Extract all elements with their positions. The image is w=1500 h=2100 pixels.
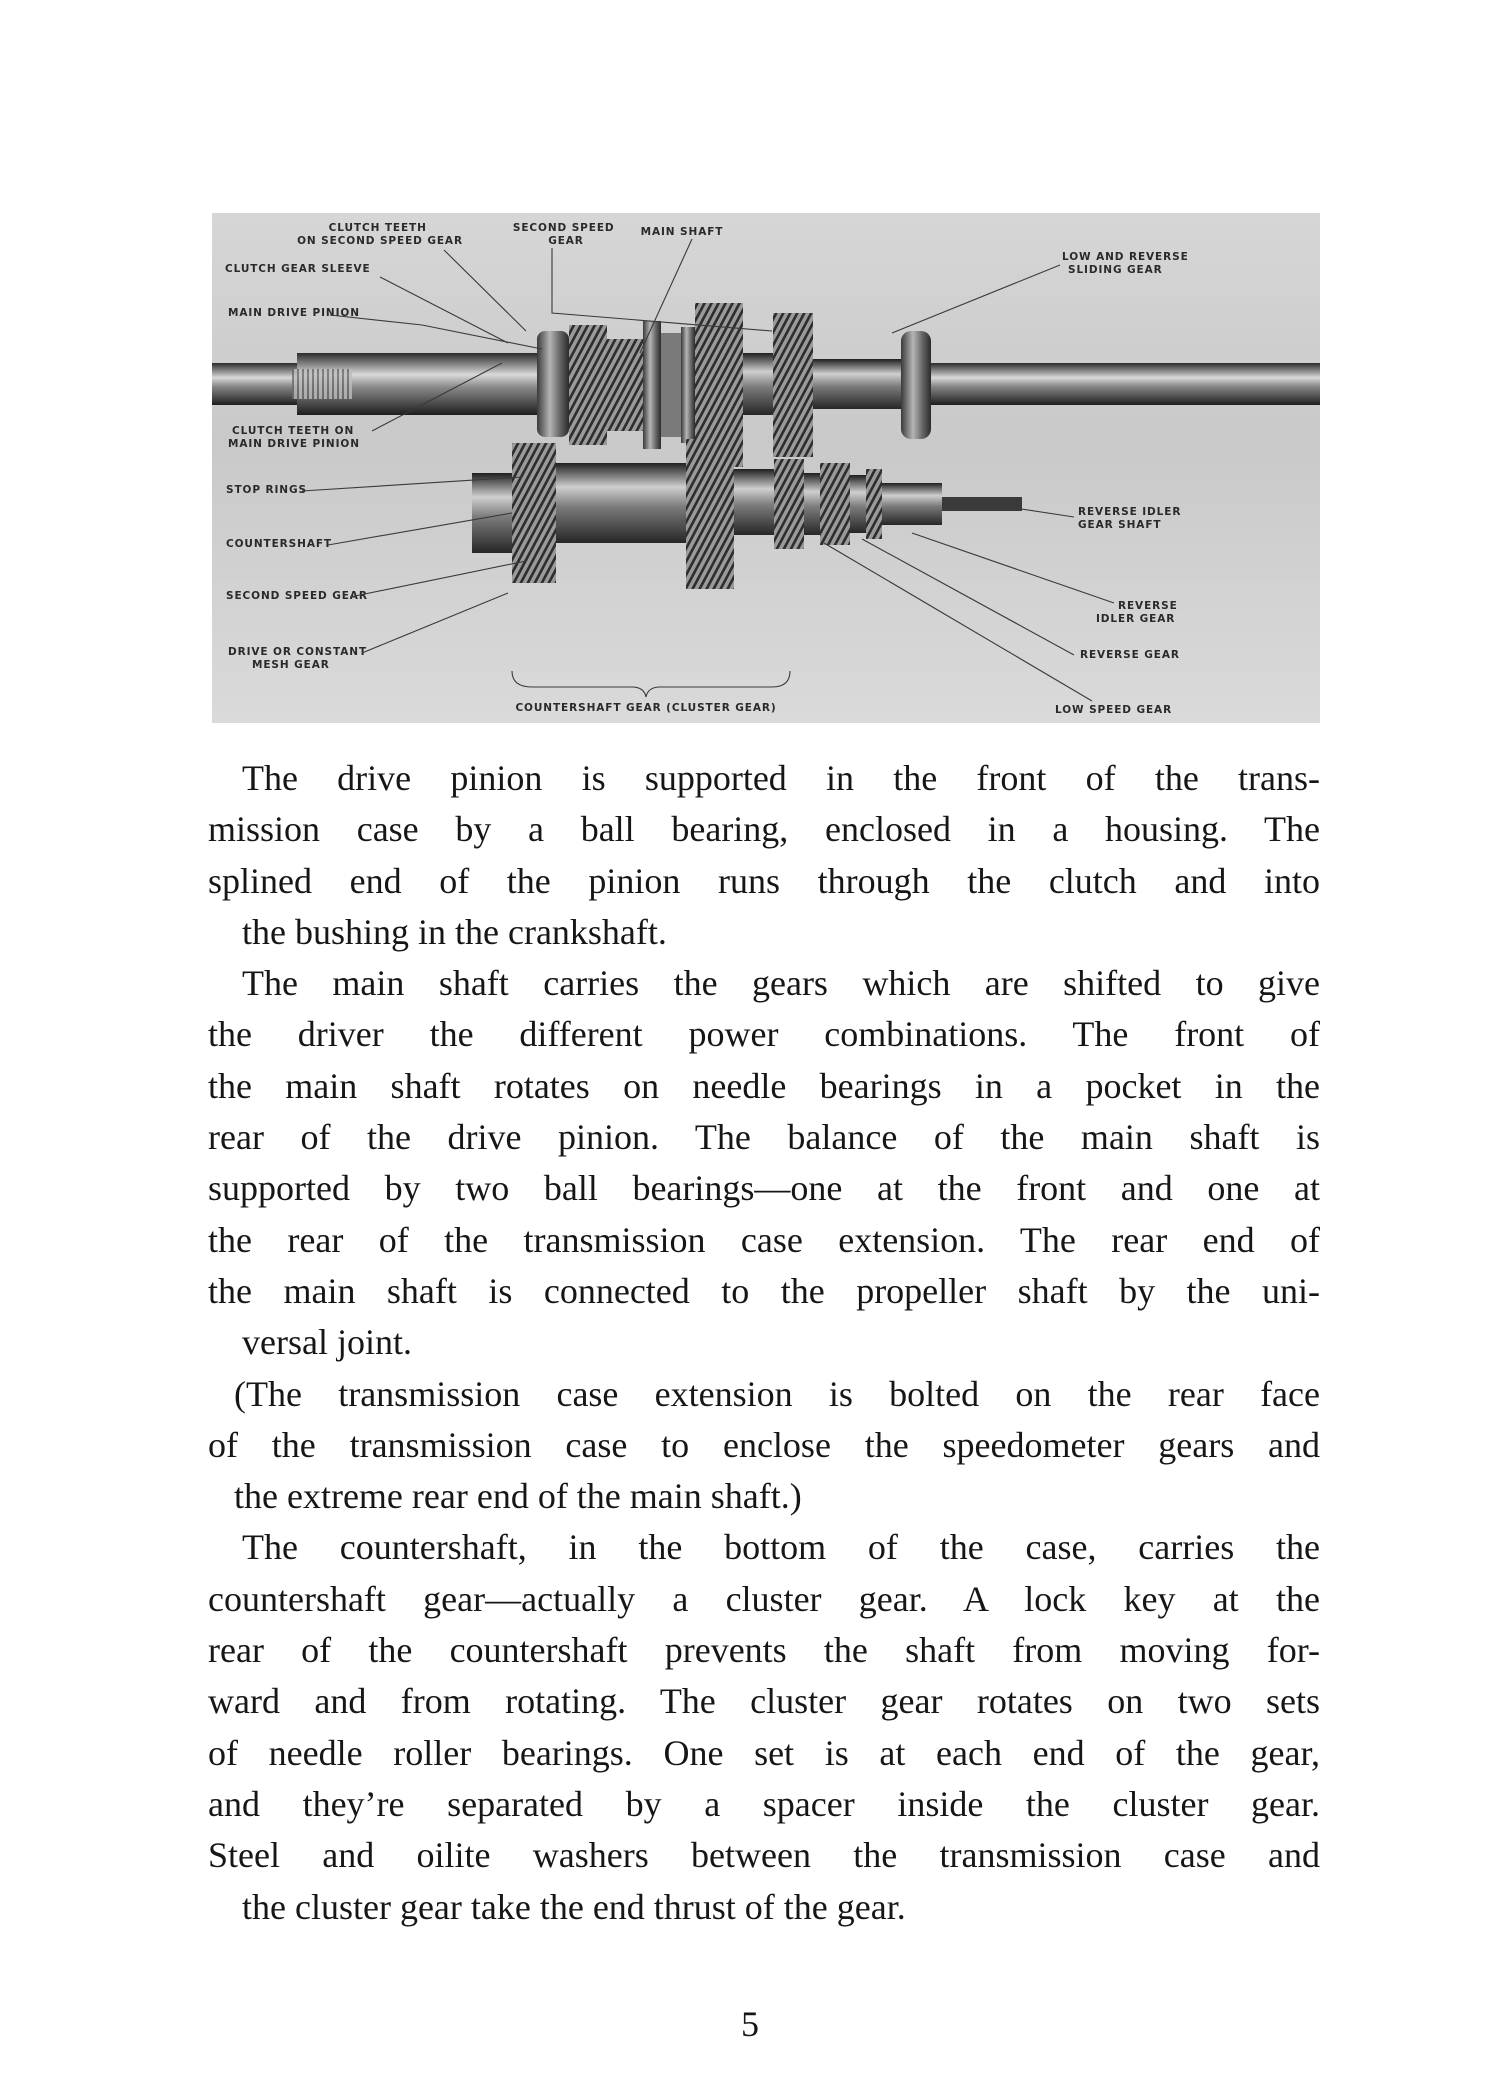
svg-text:COUNTERSHAFT (226, 538, 332, 550)
text-line: mission case by a ball bearing, enclosed in a housing. The (208, 809, 1320, 850)
svg-text:MAIN DRIVE PINION (228, 307, 360, 319)
label-clutch-gear-sleeve: CLUTCH GEAR SLEEVE (225, 263, 371, 275)
text-line: ward and from rotating. The cluster gear rotates on two sets (208, 1681, 1320, 1722)
label-clutch-teeth-on-main-drive-pinion-2: MAIN DRIVE PINION (228, 438, 360, 450)
label-reverse-idler-gear-1: REVERSE (1118, 600, 1178, 612)
paragraph-main-shaft (208, 958, 1320, 1368)
text-line: the main shaft is connected to the propeller shaft by the uni- (208, 1270, 1320, 1311)
svg-text:SECOND SPEED GEAR (226, 590, 368, 602)
paragraph-countershaft (208, 1522, 1320, 1932)
body-text (208, 753, 1320, 1933)
text-line: versal joint. (242, 1322, 412, 1363)
svg-text:STOP RINGS (226, 484, 307, 496)
label-main-shaft: MAIN SHAFT (640, 226, 724, 238)
label-countershaft-gear-cluster-gear: COUNTERSHAFT GEAR (CLUSTER GEAR) (515, 702, 777, 714)
label-countershaft: COUNTERSHAFT (226, 538, 332, 550)
text-line: and they’re separated by a spacer inside the cluster gear. (208, 1783, 1320, 1824)
svg-text:REVERSE GEAR (1080, 649, 1180, 661)
label-clutch-teeth-on-second-speed-gear-2: ON SECOND SPEED GEAR (297, 235, 463, 247)
paragraph-drive-pinion (208, 753, 1320, 958)
label-second-speed-gear-top-2: GEAR (548, 235, 584, 247)
text-line: the driver the different power combinations. The front of (208, 1014, 1320, 1055)
text-line: rear of the countershaft prevents the shaft from moving for- (208, 1630, 1320, 1671)
paragraph-case-extension (208, 1369, 1320, 1523)
label-reverse-idler-gear-shaft-2: GEAR SHAFT (1078, 519, 1162, 531)
svg-text:LOW SPEED GEAR (1055, 704, 1172, 716)
label-drive-or-constant-mesh-gear-2: MESH GEAR (252, 659, 330, 671)
label-clutch-teeth-on-main-drive-pinion-1: CLUTCH TEETH ON (232, 425, 355, 437)
text-line: the rear of the transmission case extension. The rear end of (208, 1219, 1320, 1260)
text-line: splined end of the pinion runs through the clutch and into (208, 860, 1320, 901)
text-line: (The transmission case extension is bolted on the rear face (234, 1373, 1320, 1414)
text-line: of needle roller bearings. One set is at each end of the gear, (208, 1732, 1320, 1773)
text-line: of the transmission case to enclose the speedometer gears and (208, 1424, 1320, 1465)
text-line: The countershaft, in the bottom of the case, carries the (242, 1527, 1320, 1568)
svg-text:MAIN SHAFT (641, 226, 724, 238)
text-line: the bushing in the crankshaft. (242, 911, 667, 952)
svg-text:CLUTCH TEETH ON MAIN D (228, 425, 360, 450)
label-low-speed-gear: LOW SPEED GEAR (1055, 704, 1173, 716)
label-clutch-teeth-on-second-speed-gear-1: CLUTCH TEETH (328, 222, 427, 234)
page-number: 5 (741, 2004, 759, 2044)
text-line: Steel and oilite washers between the transmission case and (208, 1835, 1320, 1876)
label-low-and-reverse-sliding-gear-2: SLIDING GEAR (1068, 264, 1163, 276)
label-stop-rings: STOP RINGS (226, 484, 307, 496)
label-reverse-idler-gear-shaft-1: REVERSE IDLER (1078, 506, 1182, 518)
label-reverse-gear: REVERSE GEAR (1080, 649, 1180, 661)
text-line: the main shaft rotates on needle bearings in a pocket in the (208, 1065, 1320, 1106)
transmission-cutaway-figure (212, 213, 1320, 723)
svg-text:CLUTCH GEAR SLEEVE (225, 263, 371, 275)
label-reverse-idler-gear-2: IDLER GEAR (1096, 613, 1176, 625)
text-line: rear of the drive pinion. The balance of the main shaft is (208, 1117, 1320, 1158)
text-line: countershaft gear—actually a cluster gear. A lock key at the (208, 1578, 1320, 1619)
label-second-speed-gear-top-1: SECOND SPEED (512, 222, 615, 234)
label-second-speed-gear-left: SECOND SPEED GEAR (226, 590, 368, 602)
text-line: The drive pinion is supported in the front of the trans- (242, 758, 1320, 798)
label-drive-or-constant-mesh-gear-1: DRIVE OR CONSTANT (228, 646, 368, 658)
text-line: the extreme rear end of the main shaft.) (234, 1476, 802, 1517)
transmission-photo (212, 213, 1320, 723)
label-low-and-reverse-sliding-gear-1: LOW AND REVERSE (1062, 251, 1189, 263)
text-line: supported by two ball bearings—one at the front and one at (208, 1168, 1320, 1209)
text-line: The main shaft carries the gears which are shifted to give (242, 963, 1320, 1004)
svg-text:COUNTERSHAFT GEAR (CLUSTER GEA (515, 702, 776, 714)
text-line: the cluster gear take the end thrust of the gear. (242, 1886, 906, 1927)
label-main-drive-pinion: MAIN DRIVE PINION (228, 307, 360, 319)
